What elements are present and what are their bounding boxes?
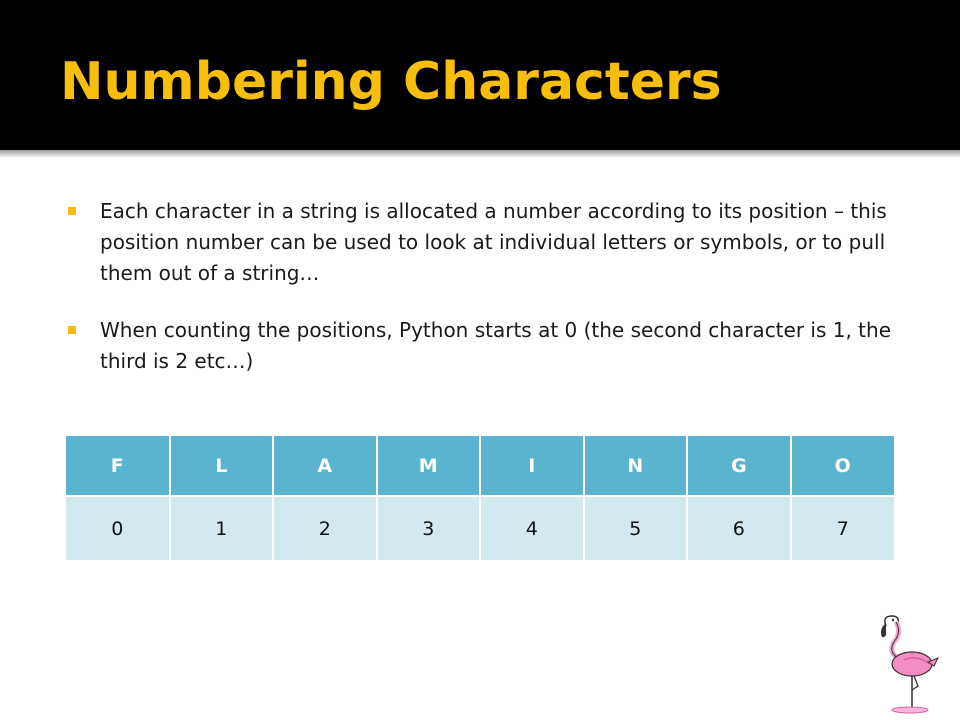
letter-cell: N <box>584 436 688 496</box>
letter-cell: F <box>66 436 170 496</box>
letter-cell: I <box>480 436 584 496</box>
position-cell: 5 <box>584 496 688 560</box>
position-cell: 2 <box>273 496 377 560</box>
position-cell: 3 <box>377 496 481 560</box>
position-cell: 7 <box>791 496 895 560</box>
flamingo-icon <box>872 612 944 716</box>
position-cell: 1 <box>170 496 274 560</box>
position-cell: 6 <box>687 496 791 560</box>
bullet-marker <box>68 207 76 215</box>
positions-row <box>66 496 894 560</box>
character-position-table <box>66 436 894 560</box>
title-bar-shadow <box>0 150 960 158</box>
position-cell: 4 <box>480 496 584 560</box>
letter-cell: M <box>377 436 481 496</box>
bullet-item <box>64 315 904 377</box>
bullet-item <box>64 196 904 289</box>
letter-cell: O <box>791 436 895 496</box>
position-cell: 0 <box>111 517 124 540</box>
bullet-text: Each character in a string is allocated a number according to its position – this position number can be used to look at individual letters or symbols, or to pull them out of a string… <box>100 199 887 285</box>
bullet-list <box>64 196 904 403</box>
letter-cell: A <box>273 436 377 496</box>
letter-cell: L <box>170 436 274 496</box>
bullet-text: When counting the positions, Python starts at 0 (the second character is 1, the third is 2 etc…) <box>100 318 892 373</box>
slide-title: Numbering Characters <box>60 52 722 112</box>
letter-cell: G <box>687 436 791 496</box>
letters-row <box>66 436 894 496</box>
bullet-marker <box>68 326 76 334</box>
